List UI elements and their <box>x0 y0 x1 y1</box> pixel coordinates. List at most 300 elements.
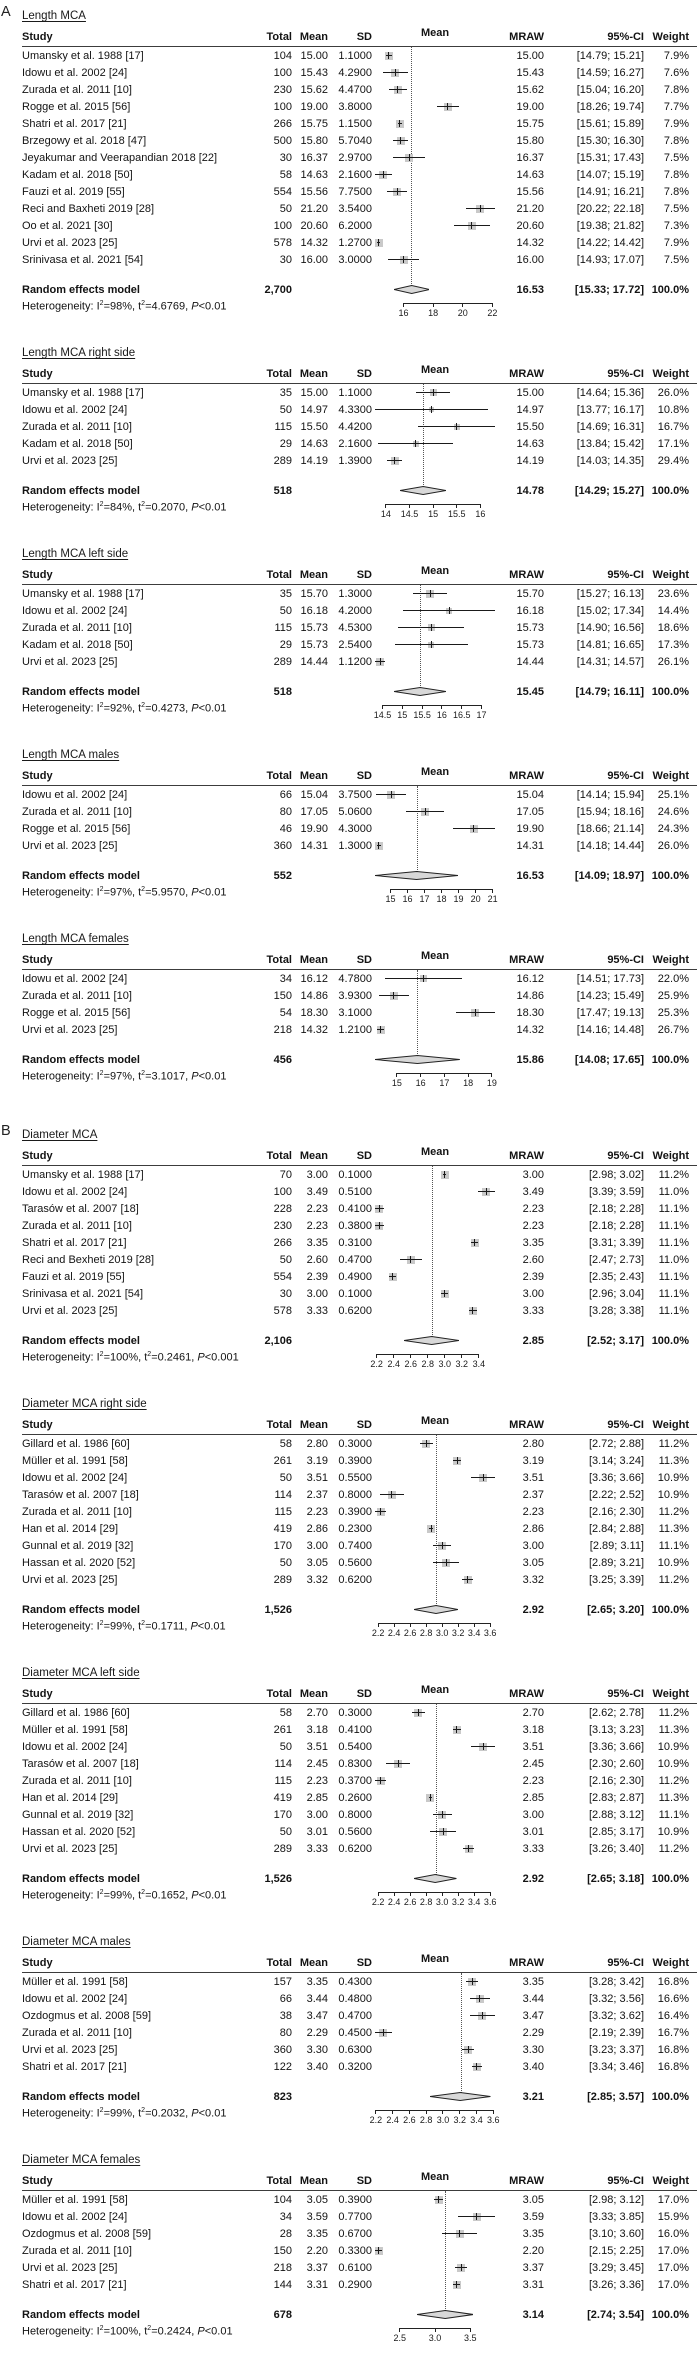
study-row <box>22 1183 697 1200</box>
point-tick <box>398 1760 399 1767</box>
point-tick <box>394 457 395 464</box>
x-axis-line <box>404 303 493 304</box>
mraw-value: 3.18 <box>522 1723 544 1736</box>
ci-value: [3.25; 3.39] <box>588 1573 644 1586</box>
weight-value: 11.2% <box>658 1573 689 1586</box>
x-axis <box>372 886 498 914</box>
mraw-value: 3.44 <box>522 1992 544 2005</box>
mean-value: 3.00 <box>306 1168 328 1181</box>
weight-value: 17.0% <box>657 2193 689 2206</box>
point-tick <box>380 658 381 665</box>
weight-value: 10.9% <box>657 1488 689 1501</box>
sd-value: 0.6100 <box>338 2261 372 2274</box>
pooled-total: 1,526 <box>264 1603 292 1616</box>
total-value: 100 <box>273 219 292 232</box>
total-value: 50 <box>279 1825 292 1838</box>
mean-value: 3.59 <box>306 2210 328 2223</box>
ci-value: [2.16; 2.30] <box>588 1505 644 1518</box>
ci-value: [3.33; 3.85] <box>588 2210 644 2223</box>
mean-value: 15.56 <box>300 185 328 198</box>
ci-value: [14.14; 15.94] <box>576 788 644 801</box>
mraw-value: 3.32 <box>522 1573 544 1586</box>
x-axis-tick-label: 2.2 <box>369 2115 383 2125</box>
forest-plot-cell <box>372 1435 498 1452</box>
pooled-diamond <box>404 1336 459 1345</box>
study-name: Jeyakumar and Veerapandian 2018 [22] <box>22 151 218 164</box>
study-row <box>22 820 697 837</box>
total-value: 104 <box>273 2193 292 2206</box>
total-value: 157 <box>273 1975 292 1988</box>
column-header: Total <box>266 1418 292 1431</box>
study-row <box>22 1251 697 1268</box>
point-tick <box>399 120 400 127</box>
column-header: 95%-CI <box>607 953 644 966</box>
x-axis <box>372 1070 498 1098</box>
forest-plot-cell <box>372 1200 498 1217</box>
study-row <box>22 1554 697 1571</box>
x-axis-tick <box>394 1623 395 1627</box>
mraw-value: 2.86 <box>522 1522 544 1535</box>
x-axis-tick-label: 3.2 <box>453 2115 467 2125</box>
forest-plot-cell <box>372 1537 498 1554</box>
panel-title: Length MCA <box>22 10 86 22</box>
column-header: 95%-CI <box>607 1149 644 1162</box>
mraw-value: 14.19 <box>516 454 544 467</box>
weight-value: 7.3% <box>663 219 689 232</box>
sd-value: 0.6200 <box>338 1304 372 1317</box>
mean-value: 3.37 <box>306 2261 328 2274</box>
pooled-mraw: 16.53 <box>516 283 544 296</box>
study-name: Oo et al. 2021 [30] <box>22 219 113 232</box>
p-value-label: P <box>191 1070 199 1083</box>
ci-value: [2.35; 2.43] <box>588 1270 644 1283</box>
column-header: Weight <box>652 953 689 966</box>
sd-value: 5.7040 <box>338 134 372 147</box>
weight-value: 7.7% <box>663 100 689 113</box>
x-axis-tick-label: 3.6 <box>483 1628 497 1638</box>
pooled-mraw: 3.14 <box>522 2308 544 2321</box>
study-name: Kadam et al. 2018 [50] <box>22 638 133 651</box>
mean-value: 3.05 <box>306 1556 328 1569</box>
pooled-diamond <box>394 687 446 696</box>
column-header-row <box>22 27 697 47</box>
pooled-diamond <box>400 486 446 495</box>
forest-plot-cell <box>372 1738 498 1755</box>
random-effects-row <box>22 281 697 298</box>
total-value: 261 <box>273 1454 292 1467</box>
study-row <box>22 1721 697 1738</box>
random-effects-label: Random effects model <box>22 484 140 497</box>
forest-panel <box>0 1394 697 1648</box>
mraw-value: 15.75 <box>516 117 544 130</box>
x-axis-tick-label: 3.0 <box>435 1897 449 1907</box>
column-header: Weight <box>652 769 689 782</box>
x-axis-tick <box>441 889 442 893</box>
total-value: 218 <box>273 1023 292 1036</box>
random-effects-row <box>22 1870 697 1887</box>
mean-value: 15.00 <box>300 49 328 62</box>
x-axis-tick-label: 3.4 <box>472 1359 486 1369</box>
weight-value: 24.3% <box>657 822 689 835</box>
column-header: SD <box>356 568 372 581</box>
x-axis-tick <box>420 1073 421 1077</box>
point-tick <box>468 1845 469 1852</box>
mraw-value: 16.18 <box>516 604 544 617</box>
weight-value: 14.4% <box>657 604 689 617</box>
study-row <box>22 2208 697 2225</box>
study-name: Idowu et al. 2002 [24] <box>22 972 128 985</box>
column-header: Mean <box>299 769 328 782</box>
sd-value: 0.4500 <box>338 2026 372 2039</box>
x-axis-tick <box>422 705 423 709</box>
forest-plot-cell <box>372 1973 498 1990</box>
x-axis-tick-label: 3.0 <box>428 2333 442 2343</box>
forest-plot-cell <box>372 1469 498 1486</box>
total-value: 50 <box>279 604 292 617</box>
total-value: 554 <box>273 185 292 198</box>
column-header: Total <box>266 367 292 380</box>
forest-plot-cell <box>372 166 498 183</box>
weight-value: 10.9% <box>657 1740 689 1753</box>
ci-value: [14.23; 15.49] <box>576 989 644 1002</box>
x-axis-tick <box>390 889 391 893</box>
mean-value: 14.63 <box>300 437 328 450</box>
sd-value: 0.3700 <box>338 1774 372 1787</box>
random-effects-row <box>22 1601 697 1618</box>
study-row <box>22 1166 697 1183</box>
sd-value: 3.0000 <box>338 253 372 266</box>
study-name: Urvi et al. 2023 [25] <box>22 454 118 467</box>
x-axis-tick <box>378 1892 379 1896</box>
x-axis-tick-label: 3.4 <box>467 1897 481 1907</box>
total-value: 266 <box>273 1236 292 1249</box>
ci-value: [15.61; 15.89] <box>576 117 644 130</box>
superscript-2: 2 <box>141 501 146 508</box>
point-tick <box>476 2213 477 2220</box>
pooled-weight: 100.0% <box>651 2090 689 2103</box>
forest-panel <box>0 1125 697 1379</box>
forest-panel <box>0 1663 697 1917</box>
ci-value: [17.47; 19.13] <box>576 1006 644 1019</box>
forest-plot-cell <box>372 1285 498 1302</box>
pooled-total: 823 <box>273 2090 292 2103</box>
ci-value: [2.62; 2.78] <box>588 1706 644 1719</box>
mean-value: 2.23 <box>306 1774 328 1787</box>
ci-value: [14.51; 17.73] <box>576 972 644 985</box>
column-header: Total <box>266 1687 292 1700</box>
point-tick <box>430 590 431 597</box>
study-name: Müller et al. 1991 [58] <box>22 1723 128 1736</box>
study-name: Idowu et al. 2002 [24] <box>22 1185 128 1198</box>
study-name: Zurada et al. 2011 [10] <box>22 420 132 433</box>
point-tick <box>423 975 424 982</box>
weight-value: 11.1% <box>658 1287 689 1300</box>
ci-value: [13.84; 15.42] <box>576 437 644 450</box>
study-name: Idowu et al. 2002 [24] <box>22 66 128 79</box>
total-value: 58 <box>279 1437 292 1450</box>
column-header: MRAW <box>509 1956 544 1969</box>
study-row <box>22 1285 697 1302</box>
mraw-value: 3.35 <box>522 2227 544 2240</box>
x-axis-tick-label: 14.5 <box>400 509 419 519</box>
study-name: Ozdogmus et al. 2008 [59] <box>22 2227 152 2240</box>
mraw-value: 3.19 <box>522 1454 544 1467</box>
mraw-value: 16.00 <box>516 253 544 266</box>
total-value: 50 <box>279 202 292 215</box>
panel-title: Diameter MCA males <box>22 1936 131 1948</box>
pooled-mraw: 2.85 <box>522 1334 544 1347</box>
x-axis-tick <box>410 1892 411 1896</box>
weight-value: 11.3% <box>658 1723 689 1736</box>
mean-value: 3.00 <box>306 1539 328 1552</box>
mraw-value: 2.23 <box>522 1505 544 1518</box>
column-header: MRAW <box>509 1418 544 1431</box>
point-tick <box>410 1256 411 1263</box>
x-axis <box>372 300 498 328</box>
forest-panel <box>0 343 697 529</box>
study-name: Ozdogmus et al. 2008 [59] <box>22 2009 152 2022</box>
column-header-row <box>22 1146 697 1166</box>
sd-value: 0.2300 <box>338 1522 372 1535</box>
superscript-2: 2 <box>99 1351 104 1358</box>
forest-plot-cell <box>372 149 498 166</box>
study-row <box>22 1738 697 1755</box>
x-axis-tick-label: 20 <box>470 894 481 904</box>
heterogeneity-text: Heterogeneity: $I^2=98\%$, $t^2=4.6769$, P<0.01 <box>22 300 227 313</box>
random-effects-label: Random effects model <box>22 2090 140 2103</box>
column-header: Mean <box>420 1684 450 1696</box>
point-tick <box>388 52 389 59</box>
mean-value: 3.31 <box>306 2278 328 2291</box>
mean-value: 3.01 <box>306 1825 328 1838</box>
forest-plot-cell <box>372 2024 498 2041</box>
panel-body <box>22 585 697 700</box>
column-header: Mean <box>299 2174 328 2187</box>
column-header: Mean <box>299 1687 328 1700</box>
study-row <box>22 1217 697 1234</box>
column-header: 95%-CI <box>607 568 644 581</box>
study-name: Müller et al. 1991 [58] <box>22 1454 128 1467</box>
column-header: 95%-CI <box>607 367 644 380</box>
study-row <box>22 1234 697 1251</box>
mraw-value: 3.01 <box>522 1825 544 1838</box>
x-axis-tick <box>468 1073 469 1077</box>
forest-plot-cell <box>372 384 498 401</box>
column-header: Mean <box>420 364 450 376</box>
weight-value: 11.0% <box>658 1185 689 1198</box>
x-axis-tick-label: 16 <box>398 308 409 318</box>
x-axis-tick <box>426 1892 427 1896</box>
x-axis-tick-label: 2.5 <box>393 2333 406 2343</box>
total-value: 289 <box>273 1842 292 1855</box>
total-value: 289 <box>273 454 292 467</box>
forest-plot-cell <box>372 2208 498 2225</box>
panel-footer <box>22 1070 697 1098</box>
heterogeneity-text: Heterogeneity: $I^2=84\%$, $t^2=0.2070$, P<0.01 <box>22 501 227 514</box>
study-row <box>22 1840 697 1857</box>
ci-value: [14.07; 15.19] <box>576 168 644 181</box>
point-tick <box>459 2230 460 2237</box>
column-header-row <box>22 2171 697 2191</box>
ci-value: [2.98; 3.02] <box>588 1168 644 1181</box>
x-axis-tick <box>403 303 404 307</box>
spacer <box>22 1588 697 1601</box>
x-axis-tick <box>459 2110 460 2114</box>
x-axis-tick <box>435 2328 436 2332</box>
pooled-plot-cell <box>372 2306 498 2323</box>
pooled-mraw: 15.86 <box>516 1053 544 1066</box>
weight-value: 7.6% <box>663 66 689 79</box>
ci-value: [3.32; 3.56] <box>588 1992 644 2005</box>
superscript-2: 2 <box>141 886 146 893</box>
sd-value: 0.6200 <box>338 1842 372 1855</box>
pooled-weight: 100.0% <box>651 685 689 698</box>
mean-value: 3.35 <box>306 2227 328 2240</box>
total-value: 30 <box>279 253 292 266</box>
pooled-weight: 100.0% <box>651 1053 689 1066</box>
sd-value: 4.4200 <box>338 420 372 433</box>
ci-value: [15.30; 16.30] <box>576 134 644 147</box>
total-value: 50 <box>279 1471 292 1484</box>
mean-value: 2.29 <box>306 2026 328 2039</box>
x-axis-tick-label: 2.4 <box>387 1897 401 1907</box>
panel-title: Diameter MCA left side <box>22 1667 140 1679</box>
weight-value: 25.3% <box>657 1006 689 1019</box>
column-header: SD <box>356 30 372 43</box>
mean-value: 2.85 <box>306 1791 328 1804</box>
study-row <box>22 132 697 149</box>
weight-value: 11.1% <box>658 1219 689 1232</box>
forest-plot-cell <box>372 1772 498 1789</box>
study-name: Urvi et al. 2023 [25] <box>22 839 118 852</box>
x-axis-tick <box>490 1892 491 1896</box>
x-axis-tick <box>376 1354 377 1358</box>
pooled-mraw: 3.21 <box>522 2090 544 2103</box>
mean-value: 17.05 <box>300 805 328 818</box>
p-value-label: P <box>197 1351 205 1364</box>
p-value-label: P <box>191 886 199 899</box>
study-row <box>22 1520 697 1537</box>
ci-value: [3.36; 3.66] <box>588 1471 644 1484</box>
study-name: Rogge et al. 2015 [56] <box>22 100 131 113</box>
panel-body <box>22 1704 697 1887</box>
mraw-value: 2.23 <box>522 1202 544 1215</box>
pooled-mraw: 15.45 <box>516 685 544 698</box>
spacer <box>22 854 697 867</box>
pooled-ci: [15.33; 17.72] <box>574 283 644 296</box>
weight-value: 11.1% <box>658 1202 689 1215</box>
x-axis <box>372 702 498 730</box>
mean-value: 2.23 <box>306 1219 328 1232</box>
pooled-total: 518 <box>273 484 292 497</box>
weight-value: 16.4% <box>657 2009 689 2022</box>
study-name: Reci and Baxheti 2019 [28] <box>22 202 155 215</box>
forest-plot-cell <box>372 987 498 1004</box>
total-value: 70 <box>279 1168 292 1181</box>
weight-value: 10.9% <box>657 1757 689 1770</box>
pooled-diamond <box>414 1874 456 1883</box>
mraw-value: 21.20 <box>516 202 544 215</box>
mraw-value: 2.23 <box>522 1219 544 1232</box>
point-tick <box>438 2196 439 2203</box>
forest-plot-cell <box>372 217 498 234</box>
heterogeneity-text: Heterogeneity: $I^2=99\%$, $t^2=0.1711$, P<0.01 <box>22 1620 226 1633</box>
x-axis-tick-label: 2.6 <box>403 1897 417 1907</box>
spacer <box>22 1038 697 1051</box>
mraw-value: 14.44 <box>516 655 544 668</box>
forest-plot-cell <box>372 2259 498 2276</box>
sd-value: 0.4100 <box>338 1723 372 1736</box>
pooled-total: 2,106 <box>264 1334 292 1347</box>
weight-value: 16.8% <box>657 1975 689 1988</box>
x-axis-tick-label: 17 <box>439 1078 450 1088</box>
x-axis <box>372 1889 498 1917</box>
panel-title: Diameter MCA right side <box>22 1398 147 1410</box>
x-axis-tick-label: 2.6 <box>404 1359 417 1369</box>
forest-plot-cell <box>372 1021 498 1038</box>
point-tick <box>442 1542 443 1549</box>
point-tick <box>468 2046 469 2053</box>
forest-plot-cell <box>372 636 498 653</box>
pooled-ci: [14.08; 17.65] <box>574 1053 644 1066</box>
weight-value: 11.1% <box>658 1270 689 1283</box>
total-value: 419 <box>273 1791 292 1804</box>
study-name: Shatri et al. 2017 [21] <box>22 2060 127 2073</box>
forest-plot-cell <box>372 64 498 81</box>
pooled-plot-cell <box>372 2088 498 2105</box>
mean-value: 15.75 <box>300 117 328 130</box>
x-axis-tick-label: 16 <box>436 710 447 720</box>
column-header: Total <box>266 769 292 782</box>
weight-value: 7.8% <box>663 168 689 181</box>
mraw-value: 2.60 <box>522 1253 544 1266</box>
point-tick <box>379 1205 380 1212</box>
study-row <box>22 1486 697 1503</box>
sd-value: 0.5600 <box>338 1825 372 1838</box>
ci-value: [3.34; 3.46] <box>588 2060 644 2073</box>
pooled-ci: [14.79; 16.11] <box>575 685 644 698</box>
point-tick <box>425 808 426 815</box>
mean-value: 2.86 <box>306 1522 328 1535</box>
point-tick <box>467 1576 468 1583</box>
total-value: 289 <box>273 1573 292 1586</box>
random-effects-row <box>22 683 697 700</box>
pooled-mraw: 16.53 <box>516 869 544 882</box>
column-header: Study <box>22 367 53 380</box>
random-effects-label: Random effects model <box>22 1334 140 1347</box>
forest-plot-cell <box>372 837 498 854</box>
weight-value: 15.9% <box>657 2210 689 2223</box>
study-name: Zurada et al. 2011 [10] <box>22 621 132 634</box>
weight-value: 10.9% <box>657 1471 689 1484</box>
spacer <box>22 2075 697 2088</box>
sd-value: 0.3000 <box>338 1437 372 1450</box>
mraw-value: 3.35 <box>522 1975 544 1988</box>
pooled-total: 678 <box>273 2308 292 2321</box>
point-tick <box>397 188 398 195</box>
total-value: 28 <box>279 2227 292 2240</box>
mean-value: 15.43 <box>300 66 328 79</box>
mraw-value: 20.60 <box>516 219 544 232</box>
x-axis <box>372 2325 498 2353</box>
sd-value: 0.5100 <box>338 1185 372 1198</box>
sd-value: 2.1600 <box>338 168 372 181</box>
sd-value: 4.3000 <box>338 822 372 835</box>
total-value: 29 <box>279 638 292 651</box>
x-axis-tick-label: 3.6 <box>487 2115 500 2125</box>
study-row <box>22 1772 697 1789</box>
point-tick <box>456 423 457 430</box>
